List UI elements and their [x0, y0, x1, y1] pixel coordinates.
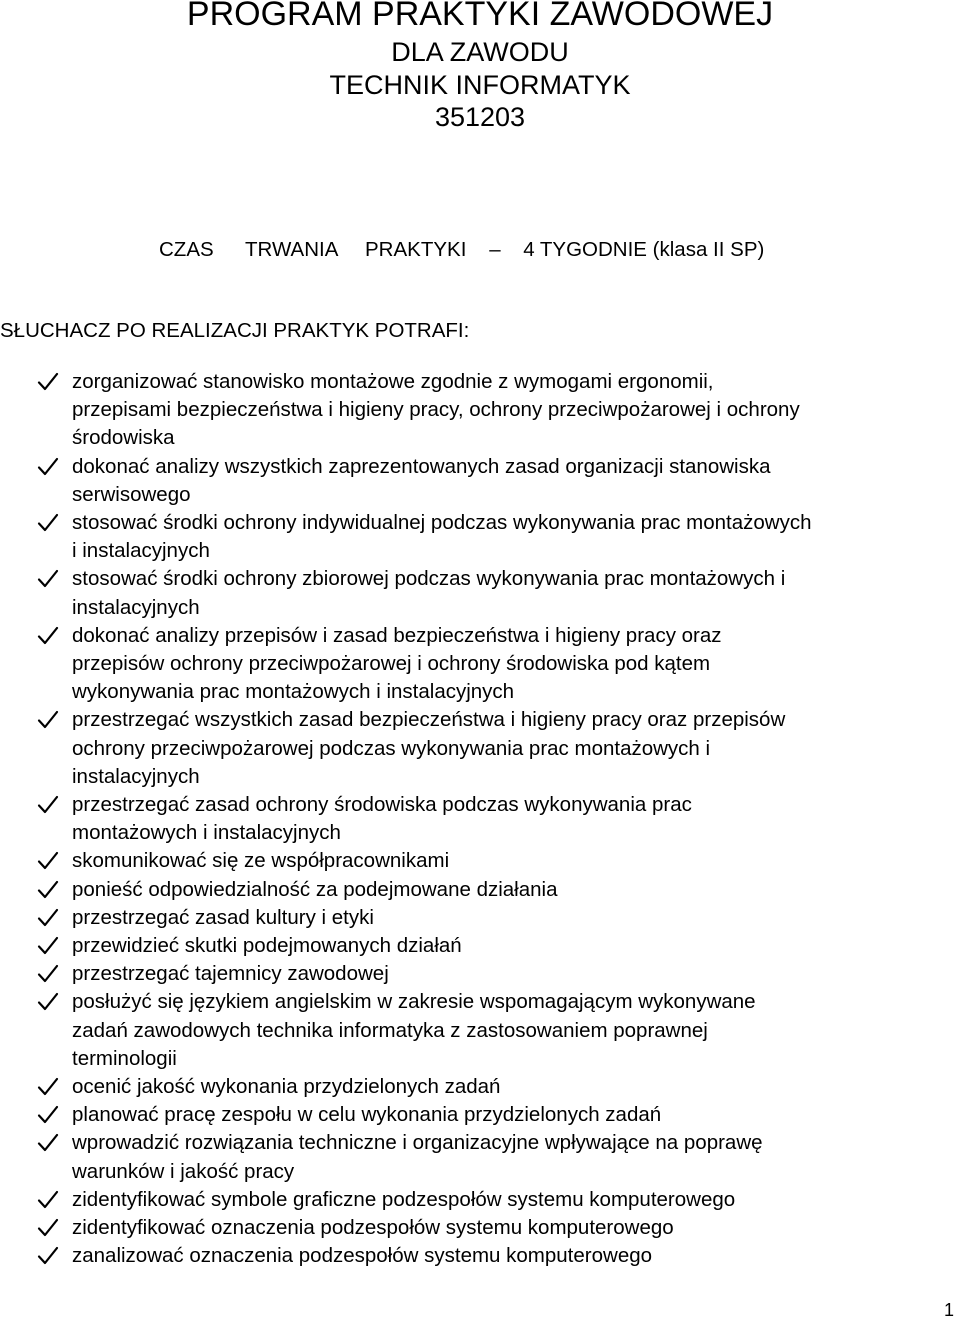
document-title: PROGRAM PRAKTYKI ZAWODOWEJ	[186, 0, 774, 33]
duration-value: 4 TYGODNIE (klasa II SP)	[523, 238, 765, 261]
list-item-text-line: przepisów ochrony przeciwpożarowej i ochrony środowiska pod kątem	[72, 652, 711, 676]
list-item-text-line: ochrony przeciwpożarowej podczas wykonywania prac montażowych i	[72, 736, 711, 760]
list-item	[0, 706, 960, 791]
list-item-text-line: skomunikować się ze współpracownikami	[72, 849, 450, 873]
list-item-text-line: wprowadzić rozwiązania techniczne i organizacyjne wpływające na poprawę	[72, 1131, 763, 1155]
list-item	[0, 988, 960, 1073]
checkmark-icon	[37, 1103, 59, 1125]
list-item-text-line: przestrzegać zasad ochrony środowiska podczas wykonywania prac	[72, 793, 692, 817]
list-item-text-line: zadań zawodowych technika informatyka z zastosowaniem poprawnej	[72, 1018, 708, 1042]
list-item	[0, 622, 960, 707]
list-item-text-line: przestrzegać wszystkich zasad bezpieczeństwa i higieny pracy oraz przepisów	[72, 708, 786, 732]
list-item-text-line: zanalizować oznaczenia podzespołów systemu komputerowego	[72, 1244, 653, 1268]
list-item-text-line: przestrzegać zasad kultury i etyki	[72, 905, 374, 929]
document-subtitle-profession: TECHNIK INFORMATYK	[329, 70, 631, 100]
list-item-text-line: zidentyfikować symbole graficzne podzespołów systemu komputerowego	[72, 1187, 736, 1211]
list-item	[0, 791, 960, 847]
list-item-text-line: instalacyjnych	[72, 595, 200, 619]
list-item-text-line: ponieść odpowiedzialność za podejmowane działania	[72, 877, 558, 901]
list-item	[0, 960, 960, 988]
list-item-text-line: montażowych i instalacyjnych	[72, 821, 341, 845]
list-item-text-line: dokonać analizy wszystkich zaprezentowanych zasad organizacji stanowiska	[72, 454, 771, 478]
practice-duration	[159, 235, 764, 265]
list-item-text-line: przestrzegać tajemnicy zawodowej	[72, 962, 389, 986]
checkmark-icon	[37, 511, 59, 533]
list-item	[0, 565, 960, 621]
list-item-text-line: przepisami bezpieczeństwa i higieny pracy, ochrony przeciwpożarowej i ochrony	[72, 398, 800, 422]
list-item-text-line: stosować środki ochrony indywidualnej podczas wykonywania prac montażowych	[72, 511, 812, 535]
checkmark-icon	[37, 990, 59, 1012]
list-item	[0, 1073, 960, 1101]
checkmark-icon	[37, 1244, 59, 1266]
checkmark-icon	[37, 708, 59, 730]
list-item	[0, 368, 960, 453]
list-item	[0, 1129, 960, 1185]
checkmark-icon	[37, 1188, 59, 1210]
list-item-text-line: zidentyfikować oznaczenia podzespołów systemu komputerowego	[72, 1216, 674, 1240]
checkmark-icon	[37, 455, 59, 477]
checkmark-icon	[37, 906, 59, 928]
list-item-text-line: i instalacyjnych	[72, 539, 210, 563]
list-item-text-line: ocenić jakość wykonania przydzielonych zadań	[72, 1075, 501, 1099]
checkmark-icon	[37, 934, 59, 956]
checkmark-icon	[37, 567, 59, 589]
page-number: 1	[943, 1300, 954, 1320]
checkmark-icon	[37, 1216, 59, 1238]
list-item-text-line: planować pracę zespołu w celu wykonania przydzielonych zadań	[72, 1103, 662, 1127]
profession-code: 351203	[434, 102, 526, 132]
list-item	[0, 876, 960, 904]
list-item	[0, 1101, 960, 1129]
list-item-text-line: posłużyć się językiem angielskim w zakresie wspomagającym wykonywane	[72, 990, 756, 1014]
duration-dash: –	[489, 238, 501, 261]
list-item-text-line: stosować środki ochrony zbiorowej podczas wykonywania prac montażowych i	[72, 567, 786, 591]
checkmark-icon	[37, 793, 59, 815]
checkmark-icon	[37, 962, 59, 984]
list-item-text-line: przewidzieć skutki podejmowanych działań	[72, 934, 462, 958]
list-item	[0, 932, 960, 960]
list-item-text-line: terminologii	[72, 1046, 177, 1070]
list-item	[0, 847, 960, 875]
list-item-text-line: warunków i jakość pracy	[72, 1159, 295, 1183]
skills-list	[0, 368, 960, 1271]
duration-word-czas: CZAS	[159, 238, 214, 261]
list-item	[0, 1242, 960, 1270]
list-item-text-line: środowiska	[72, 426, 175, 450]
document-subtitle-profession-label: DLA ZAWODU	[391, 37, 569, 67]
checkmark-icon	[37, 370, 59, 392]
duration-word-praktyki: PRAKTYKI	[365, 238, 467, 261]
list-item-text-line: wykonywania prac montażowych i instalacyjnych	[72, 680, 515, 704]
list-item	[0, 1186, 960, 1214]
list-item-text-line: instalacyjnych	[72, 764, 200, 788]
checkmark-icon	[37, 1131, 59, 1153]
checkmark-icon	[37, 1075, 59, 1097]
list-item-text-line: serwisowego	[72, 482, 191, 506]
list-item-text-line: zorganizować stanowisko montażowe zgodnie z wymogami ergonomii,	[72, 370, 714, 393]
list-item	[0, 509, 960, 565]
list-item	[0, 1214, 960, 1242]
checkmark-icon	[37, 849, 59, 871]
checkmark-icon	[37, 878, 59, 900]
checkmark-icon	[37, 624, 59, 646]
list-item	[0, 904, 960, 932]
list-item	[0, 453, 960, 509]
list-item-text-line: dokonać analizy przepisów i zasad bezpieczeństwa i higieny pracy oraz	[72, 623, 722, 647]
skills-heading: SŁUCHACZ PO REALIZACJI PRAKTYK POTRAFI:	[0, 319, 470, 342]
duration-word-trwania: TRWANIA	[245, 238, 339, 261]
